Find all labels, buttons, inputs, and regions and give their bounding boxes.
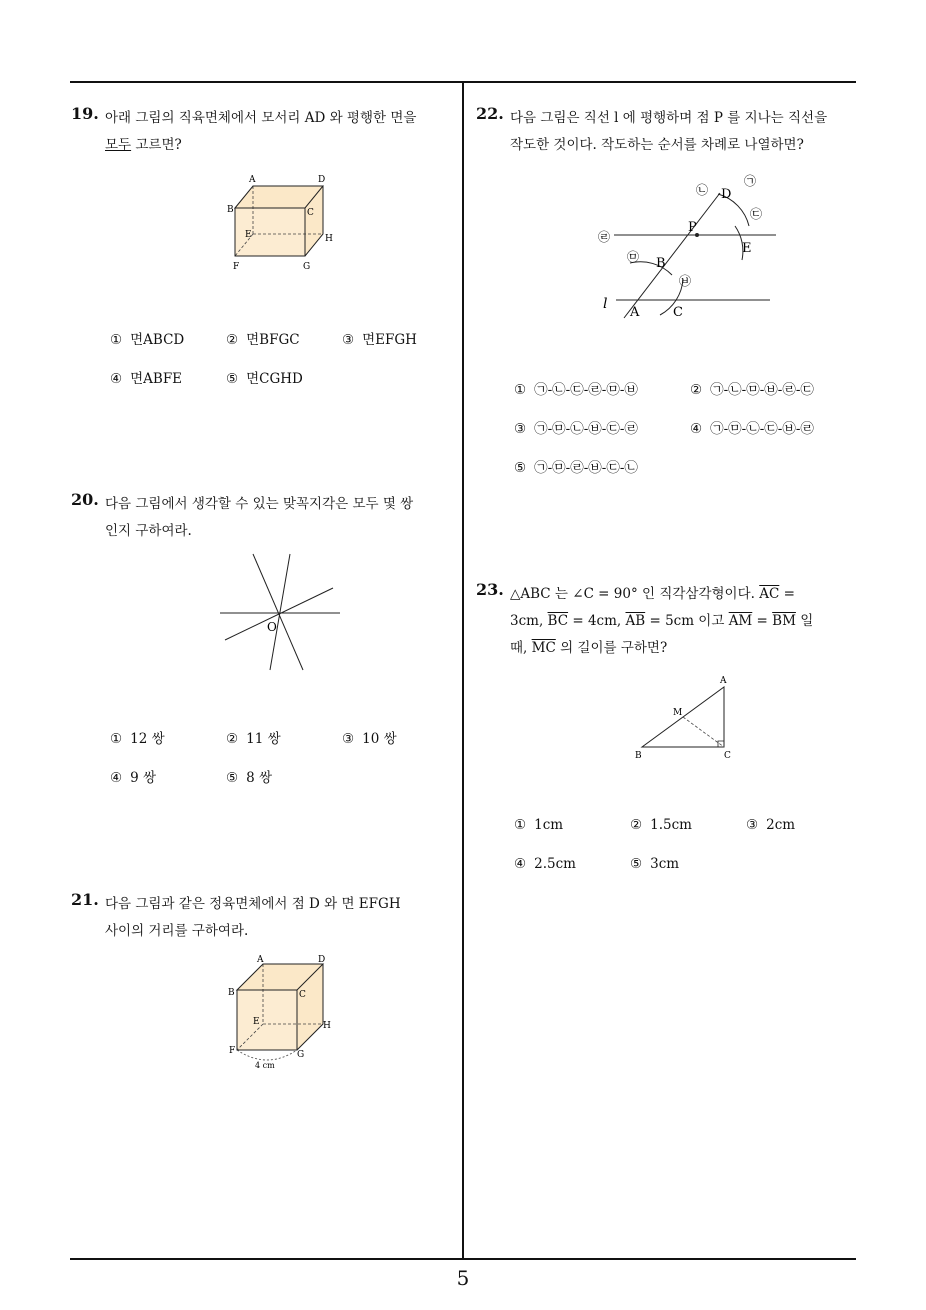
step-mark-1: ㉠ [744,174,757,188]
vertex-label-b: B [227,205,234,215]
vertex-label-a: A [249,175,256,185]
vertex-label-d: D [318,175,326,185]
question-stem: 다음 그림은 직선 l 에 평행하며 점 P 를 지나는 직선을 작도한 것이다. 작도하는 순서를 차례로 나열하면? [510,110,828,153]
vertex-label-b: B [228,988,235,998]
option-2[interactable]: ② ㉠-㉡-㉤-㉥-㉣-㉢ [690,382,814,398]
point-label-b: B [656,256,666,271]
question-stem: 다음 그림에서 생각할 수 있는 맞꼭지각은 모두 몇 쌍 인지 구하여라. [105,496,414,539]
option-3[interactable]: ③ 10 쌍 [342,731,397,747]
step-mark-5: ㉤ [627,250,640,264]
vertex-label-h: H [323,1021,331,1031]
step-mark-3: ㉢ [750,207,763,221]
vertex-label-a: A [720,676,727,686]
vertex-label-h: H [325,234,333,244]
point-label-p: P [688,220,697,235]
option-3[interactable]: ③ ㉠-㉤-㉡-㉥-㉢-㉣ [514,421,638,437]
edge-length-label: 4 cm [255,1061,275,1070]
point-label-a: A [630,305,640,320]
parallel-construction-figure [594,168,779,323]
vertex-label-e: E [245,230,252,240]
question-number: 19. [71,104,99,123]
vertex-label-f: F [229,1046,236,1056]
option-1[interactable]: ① ㉠-㉡-㉢-㉣-㉤-㉥ [514,382,638,398]
vertex-label-c: C [724,751,731,761]
point-label-o: O [267,620,277,634]
option-2[interactable]: ② 11 쌍 [226,731,281,747]
point-label-c: C [673,305,683,320]
option-4[interactable]: ④ 9 쌍 [110,770,157,786]
vertex-label-e: E [253,1017,260,1027]
vertex-label-a: A [257,955,264,965]
line-label-l: l [603,296,608,312]
option-1[interactable]: ① 1cm [514,817,564,833]
bottom-rule [70,1258,856,1260]
option-3[interactable]: ③ 2cm [746,817,796,833]
column-divider [462,82,464,1259]
right-triangle-figure [632,673,742,763]
option-5[interactable]: ⑤ ㉠-㉤-㉣-㉥-㉢-㉡ [514,460,638,476]
vertex-label-b: B [635,751,642,761]
option-1[interactable]: ① 12 쌍 [110,731,165,747]
vertex-label-g: G [297,1050,305,1060]
question-stem: 다음 그림과 같은 정육면체에서 점 D 와 면 EFGH 사이의 거리를 구하여라. [105,896,401,939]
page-number: 5 [456,1266,470,1290]
step-mark-6: ㉥ [679,274,692,288]
option-2[interactable]: ② 1.5cm [630,817,692,833]
vertex-label-m: M [673,708,683,718]
question-number: 22. [476,104,504,123]
option-5[interactable]: ⑤ 3cm [630,856,680,872]
step-mark-4: ㉣ [598,230,611,244]
vertex-label-c: C [307,208,314,218]
option-4[interactable]: ④ 면ABFE [110,371,183,387]
question-stem: △ABC 는 ∠C = 90° 인 직각삼각형이다. $\overline{AC}$ = 3cm, $\overline{BC} = 4cm$, $\overline{AB} = 5cm$ 이고 $\overline{AM} = \overline{BM}$ 일 때, $\overline{MC}$ 의 길이를 구하면? [510,586,814,656]
option-4[interactable]: ④ ㉠-㉤-㉡-㉢-㉥-㉣ [690,421,814,437]
vertex-label-g: G [303,262,311,272]
vertex-label-c: C [299,990,306,1000]
option-1[interactable]: ① 면ABCD [110,332,185,348]
lines-through-o-figure [215,550,345,675]
question-number: 20. [71,490,99,509]
question-stem: 아래 그림의 직육면체에서 모서리 AD 와 평행한 면을 모두 고르면? [105,110,417,153]
step-mark-2: ㉡ [696,183,709,197]
option-5[interactable]: ⑤ 8 쌍 [226,770,273,786]
point-label-d: D [721,187,732,202]
cube-figure [225,952,340,1077]
vertex-label-f: F [233,262,240,272]
option-5[interactable]: ⑤ 면CGHD [226,371,303,387]
point-label-e: E [742,241,752,256]
question-number: 23. [476,580,504,599]
vertex-label-d: D [318,955,326,965]
option-3[interactable]: ③ 면EFGH [342,332,417,348]
option-2[interactable]: ② 면BFGC [226,332,300,348]
question-number: 21. [71,890,99,909]
cuboid-figure [225,172,345,277]
option-4[interactable]: ④ 2.5cm [514,856,576,872]
emphasis-underline: 모두 [105,137,132,153]
